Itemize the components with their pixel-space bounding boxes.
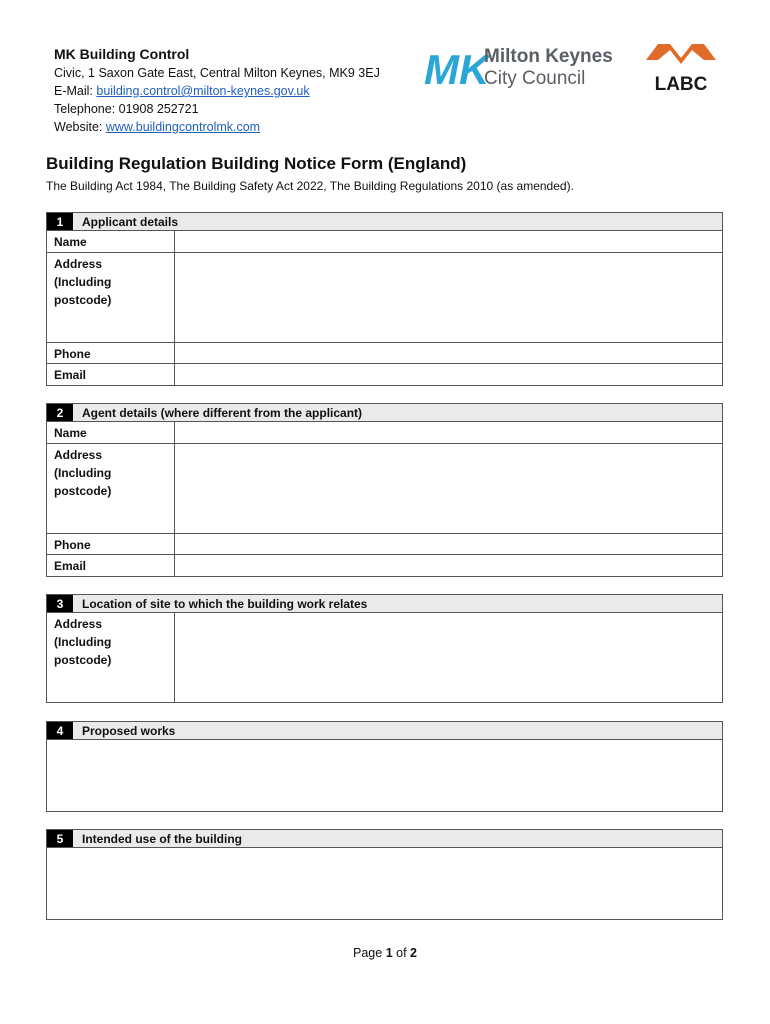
org-address: Civic, 1 Saxon Gate East, Central Milton Keynes, MK9 3EJ [54, 66, 380, 80]
section-applicant-details [46, 212, 723, 386]
section-title: Agent details (where different from the applicant) [82, 405, 363, 420]
applicant-address-row [47, 253, 722, 343]
website-label: Website: [54, 120, 106, 134]
section-title: Intended use of the building [82, 831, 242, 846]
applicant-name-field[interactable] [175, 231, 722, 252]
email-link[interactable]: building.control@milton-keynes.gov.uk [96, 84, 310, 98]
telephone-line: Telephone: 01908 252721 [54, 102, 199, 116]
agent-phone-field[interactable] [175, 534, 722, 554]
labc-logo [644, 42, 718, 94]
field-label: Email [47, 364, 175, 385]
applicant-phone-row [47, 343, 722, 364]
section-header [47, 595, 722, 613]
mk-line2: City Council [484, 68, 586, 89]
email-line [54, 82, 380, 100]
applicant-address-field[interactable] [175, 253, 722, 342]
org-name: MK Building Control [54, 46, 190, 62]
field-label: Phone [47, 534, 175, 554]
form-title: Building Regulation Building Notice Form (England) [46, 154, 467, 173]
page-number: 1 [385, 946, 393, 960]
contact-block [54, 44, 380, 136]
section-header [47, 722, 722, 740]
section-proposed-works [46, 721, 723, 812]
of-label: of [392, 946, 411, 960]
email-label: E-Mail: [54, 84, 97, 98]
section-number: 2 [47, 404, 73, 421]
section-title: Location of site to which the building work relates [82, 596, 368, 611]
applicant-name-row [47, 231, 722, 253]
section-number: 1 [47, 213, 73, 230]
form-subtitle: The Building Act 1984, The Building Safety Act 2022, The Building Regulations 2010 (as amended). [46, 179, 574, 193]
agent-email-field[interactable] [175, 555, 722, 576]
agent-address-field[interactable] [175, 444, 722, 533]
mk-line1: Milton Keynes [484, 46, 613, 67]
section-title: Applicant details [82, 214, 179, 229]
mk-initials: MK [424, 46, 490, 93]
site-address-field[interactable] [175, 613, 722, 702]
section-number: 5 [47, 830, 73, 847]
field-label: Phone [47, 343, 175, 363]
proposed-works-field[interactable] [47, 740, 722, 811]
labc-roof-icon [646, 44, 716, 64]
section-agent-details [46, 403, 723, 577]
milton-keynes-logo [424, 40, 634, 96]
applicant-email-field[interactable] [175, 364, 722, 385]
page-total: 2 [410, 946, 417, 960]
page-indicator [0, 946, 770, 960]
field-label: Email [47, 555, 175, 576]
website-line [54, 118, 380, 136]
section-title: Proposed works [82, 723, 176, 738]
labc-text: LABC [654, 74, 708, 94]
agent-phone-row [47, 534, 722, 555]
field-label: Address (Including postcode) [47, 253, 175, 342]
section-header [47, 404, 722, 422]
field-label: Address (Including postcode) [47, 613, 175, 702]
agent-email-row [47, 555, 722, 576]
section-header [47, 213, 722, 231]
agent-address-row [47, 444, 722, 534]
agent-name-row [47, 422, 722, 444]
section-intended-use [46, 829, 723, 920]
section-header [47, 830, 722, 848]
field-label: Address (Including postcode) [47, 444, 175, 533]
field-label: Name [47, 231, 175, 252]
applicant-email-row [47, 364, 722, 385]
agent-name-field[interactable] [175, 422, 722, 443]
site-address-row [47, 613, 722, 702]
intended-use-field[interactable] [47, 848, 722, 919]
section-site-location [46, 594, 723, 703]
section-number: 3 [47, 595, 73, 612]
field-label: Name [47, 422, 175, 443]
applicant-phone-field[interactable] [175, 343, 722, 363]
website-link[interactable]: www.buildingcontrolmk.com [105, 120, 261, 134]
page-label: Page [353, 946, 386, 960]
section-number: 4 [47, 722, 73, 739]
